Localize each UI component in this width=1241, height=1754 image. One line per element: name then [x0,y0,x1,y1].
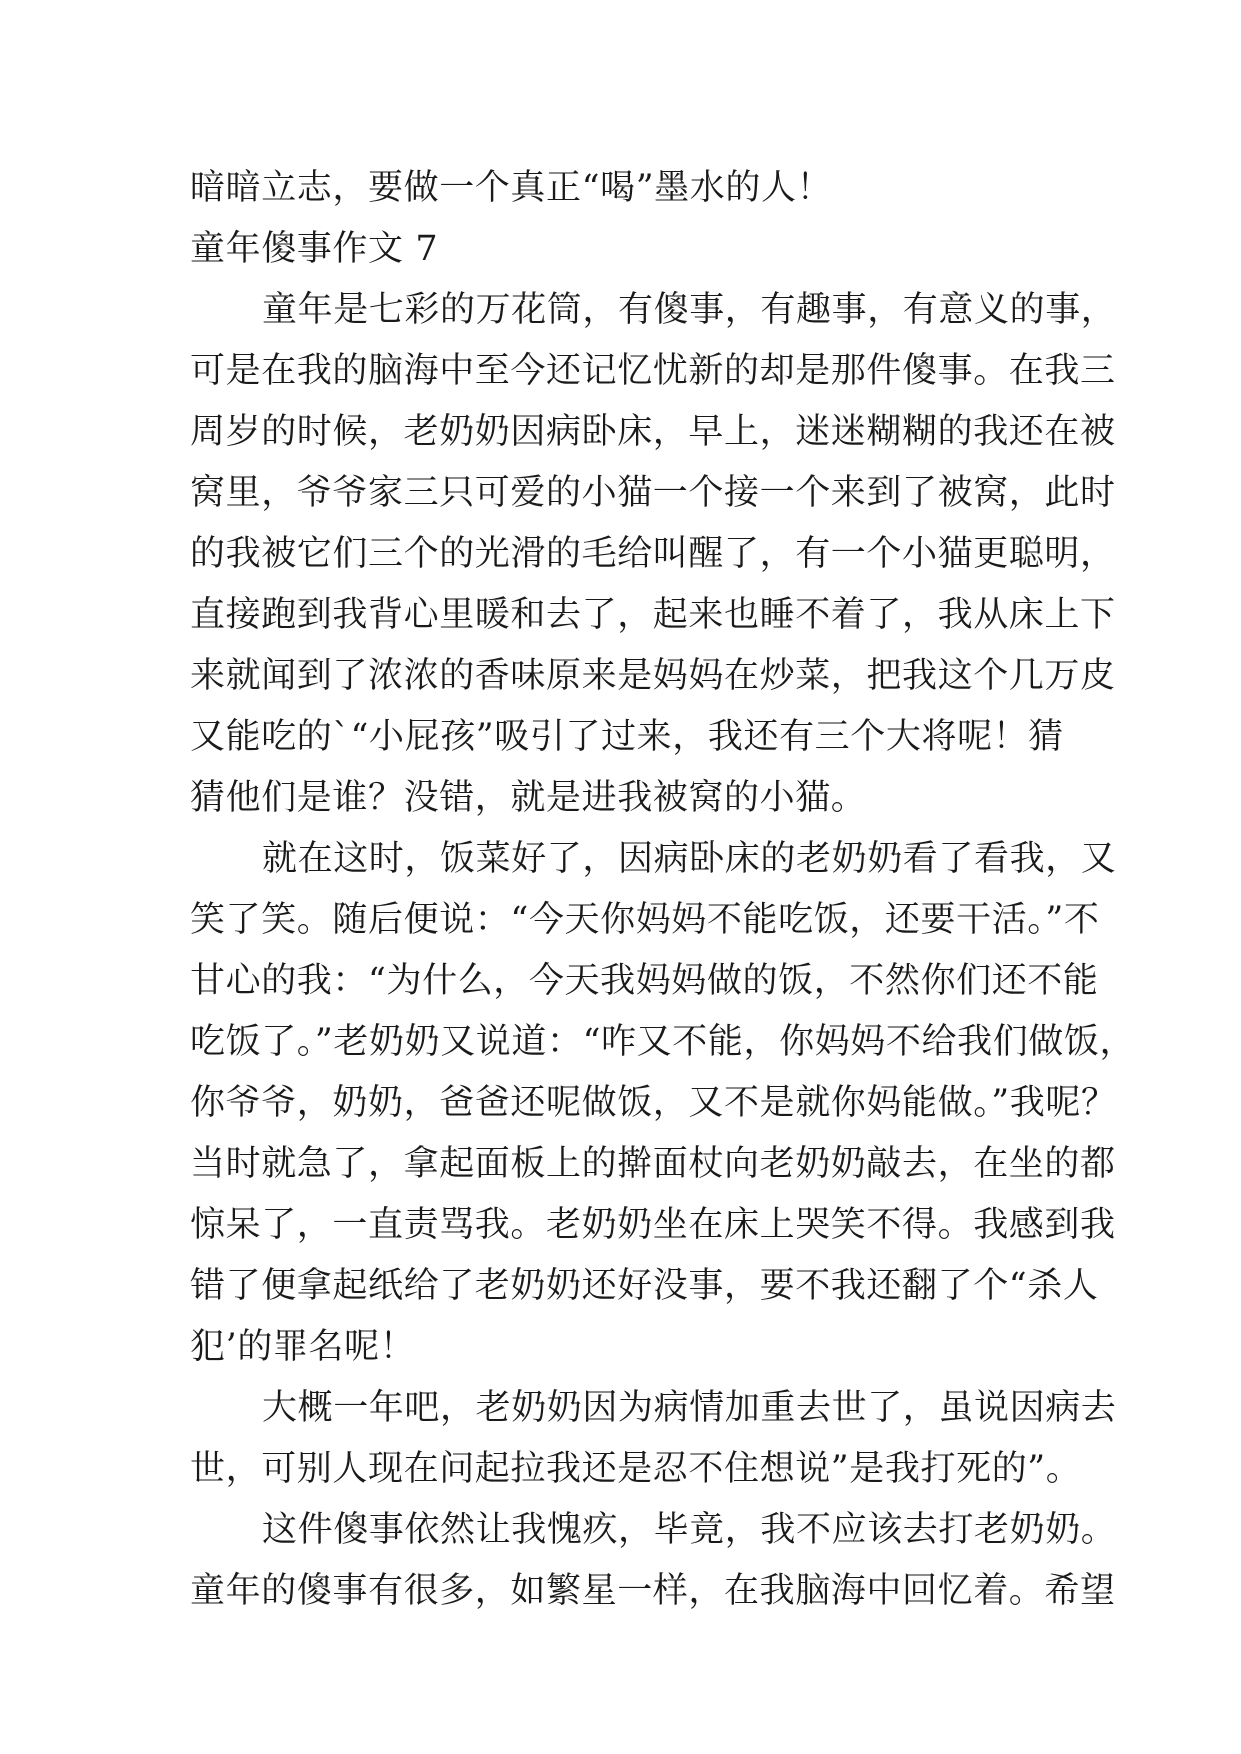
text-line: 又能吃的`“小屁孩”吸引了过来，我还有三个大将呢！猜 [190,717,1064,757]
text-line: 当时就急了，拿起面板上的擀面杖向老奶奶敲去，在坐的都 [190,1144,1116,1184]
text-line: 可是在我的脑海中至今还记忆忧新的却是那件傻事。在我三 [190,351,1116,391]
paragraph-first-line: 童年是七彩的万花筒，有傻事，有趣事，有意义的事， [262,290,1117,330]
paragraph-first-line: 大概一年吧，老奶奶因为病情加重去世了，虽说因病去 [262,1388,1117,1428]
text-line: 来就闻到了浓浓的香味原来是妈妈在炒菜，把我这个几万皮 [190,656,1116,696]
text-line: 窝里，爷爷家三只可爱的小猫一个接一个来到了被窝，此时 [190,473,1116,513]
text-line: 暗暗立志，要做一个真正“喝”墨水的人！ [190,168,833,208]
text-line: 吃饭了。”老奶奶又说道：“咋又不能，你妈妈不给我们做饭， [190,1022,1136,1062]
text-line: 笑了笑。随后便说：“今天你妈妈不能吃饭，还要干活。”不 [190,900,1100,940]
paragraph-first-line: 就在这时，饭菜好了，因病卧床的老奶奶看了看我，又 [262,839,1117,879]
text-line: 错了便拿起纸给了老奶奶还好没事，要不我还翻了个“杀人 [190,1266,1099,1306]
text-line: 周岁的时候，老奶奶因病卧床，早上，迷迷糊糊的我还在被 [190,412,1116,452]
text-line: 的我被它们三个的光滑的毛给叫醒了，有一个小猫更聪明， [190,534,1116,574]
text-line: 犯’的罪名呢！ [190,1327,416,1367]
text-line: 世，可别人现在问起拉我还是忍不住想说”是我打死的”。 [190,1449,1082,1489]
text-line: 直接跑到我背心里暖和去了，起来也睡不着了，我从床上下 [190,595,1116,635]
section-heading: 童年傻事作文 7 [190,229,439,269]
text-line: 童年的傻事有很多，如繁星一样，在我脑海中回忆着。希望 [190,1571,1116,1611]
text-line: 甘心的我：“为什么，今天我妈妈做的饭，不然你们还不能 [190,961,1099,1001]
text-line: 猜他们是谁？没错，就是进我被窝的小猫。 [190,778,867,818]
text-line: 你爷爷，奶奶，爸爸还呢做饭，又不是就你妈能做。”我呢？ [190,1083,1117,1123]
paragraph-first-line: 这件傻事依然让我愧疚，毕竟，我不应该去打老奶奶。 [262,1510,1117,1550]
text-line: 惊呆了，一直责骂我。老奶奶坐在床上哭笑不得。我感到我 [190,1205,1116,1245]
document-body [190,158,1136,1622]
